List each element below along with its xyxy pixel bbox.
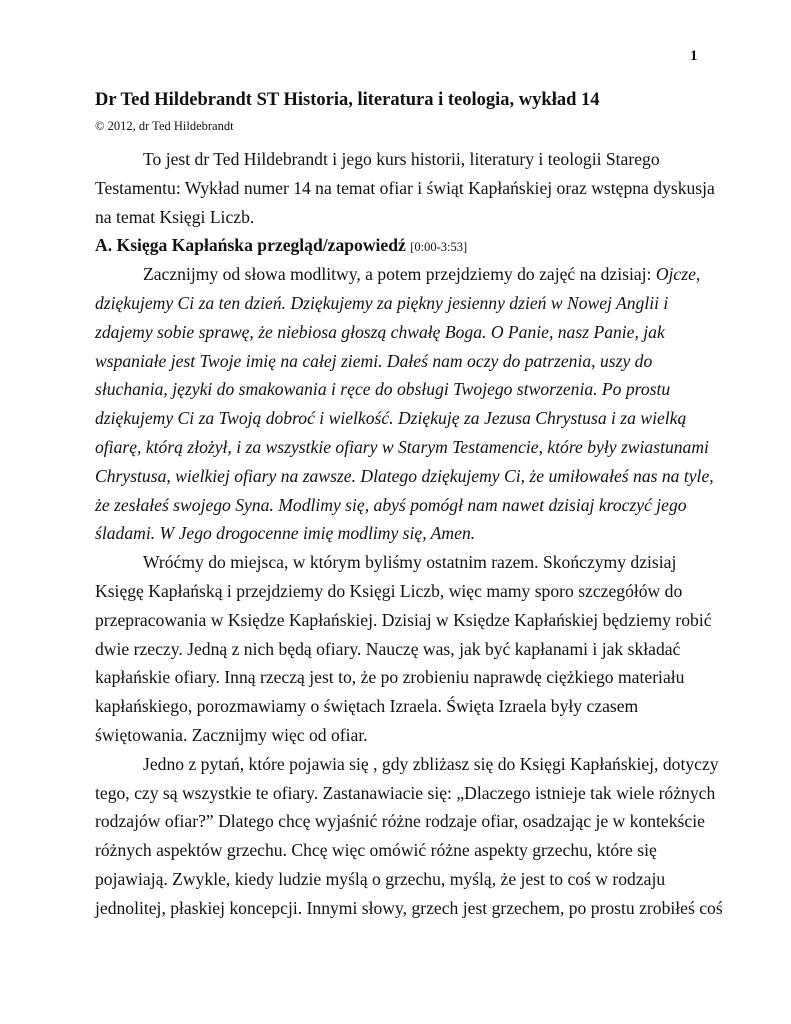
text-line <box>95 433 735 462</box>
text-segment: rodzajów ofiar?” Dlatego chcę wyjaśnić różne rodzaje ofiar, osadzając je w kontekście <box>95 811 705 832</box>
text-segment: kapłańskie ofiary. Inną rzeczą jest to, że po zrobieniu naprawdę ciężkiego materiału <box>95 667 685 688</box>
text-segment: A. Księga Kapłańska przegląd/zapowiedź <box>95 235 411 256</box>
text-segment: Ojcze, <box>655 264 701 285</box>
text-line <box>95 663 735 692</box>
text-line <box>95 260 735 289</box>
text-segment: tego, czy są wszystkie te ofiary. Zastanawiacie się: „Dlaczego istnieje tak wiele różnych <box>95 782 716 803</box>
text-segment: dwie rzeczy. Jedną z nich będą ofiary. Nauczę was, jak być kapłanami i jak składać <box>95 638 681 659</box>
text-line <box>95 404 735 433</box>
text-segment: świętowania. Zacznijmy więc od ofiar. <box>95 724 368 745</box>
text-line <box>95 692 735 721</box>
text-line <box>95 375 735 404</box>
text-line <box>95 779 735 808</box>
text-segment: Zacznijmy od słowa modlitwy, a potem przejdziemy do zajęć na dzisiaj: <box>143 264 656 285</box>
text-line <box>95 145 735 174</box>
text-segment: To jest dr Ted Hildebrandt i jego kurs historii, literatury i teologii Starego <box>143 149 660 169</box>
text-segment: Testamentu: Wykład numer 14 na temat ofiar i świąt Kapłańskiej oraz wstępna dyskusja <box>95 177 715 198</box>
text-segment: Jedno z pytań, które pojawia się , gdy zbliżasz się do Księgi Kapłańskiej, dotyczy <box>143 753 719 774</box>
text-line <box>95 577 735 606</box>
text-line <box>95 491 735 520</box>
text-segment: zdajemy sobie sprawę, że niebiosa głoszą chwałę Boga. O Panie, nasz Panie, jak <box>95 321 665 342</box>
text-line <box>95 318 735 347</box>
section-heading <box>95 231 735 260</box>
document-body <box>95 145 735 923</box>
text-segment: że zesłałeś swojego Syna. Modlimy się, abyś pomógł nam nawet dzisiaj kroczyć jego <box>95 494 687 515</box>
text-line <box>95 548 735 577</box>
text-line <box>95 462 735 491</box>
text-line <box>95 807 735 836</box>
text-segment: pojawiają. Zwykle, kiedy ludzie myślą o grzechu, myślą, że jest to coś w rodzaju <box>95 868 666 889</box>
text-segment: dziękujemy Ci za ten dzień. Dziękujemy za piękny jesienny dzień w Nowej Anglii i <box>95 292 669 313</box>
text-segment: różnych aspektów grzechu. Chcę więc omówić różne aspekty grzechu, które się <box>95 840 657 861</box>
text-segment: dziękujemy Ci za Twoją dobroć i wielkość. Dziękuję za Jezusa Chrystusa i za wielką <box>95 408 687 429</box>
text-segment: Wróćmy do miejsca, w którym byliśmy ostatnim razem. Skończymy dzisiaj <box>143 552 677 573</box>
text-line <box>95 836 735 865</box>
text-segment: Chrystusa, wielkiej ofiary na zawsze. Dlatego dziękujemy Ci, że umiłowałeś nas na tyle, <box>95 465 714 486</box>
text-segment: ofiarę, którą złożył, i za wszystkie ofiary w Starym Testamencie, które były zwiastunami <box>95 436 709 457</box>
timestamp: [0:00-3:53] <box>410 240 468 255</box>
text-segment: słuchania, języki do smakowania i ręce do obsługi Twojego stworzenia. Po prostu <box>95 379 671 400</box>
text-segment: przepracowania w Księdze Kapłańskiej. Dzisiaj w Księdze Kapłańskiej będziemy robić <box>95 609 712 630</box>
text-line <box>95 894 735 923</box>
text-line <box>95 289 735 318</box>
text-line <box>95 347 735 376</box>
text-line <box>95 519 735 548</box>
text-segment: Księgę Kapłańską i przejdziemy do Księgi Liczb, więc mamy sporo szczegółów do <box>95 580 683 601</box>
text-line <box>95 203 735 232</box>
text-line <box>95 721 735 750</box>
text-line <box>95 865 735 894</box>
document-title: Dr Ted Hildebrandt ST Historia, literatura i teologia, wykład 14 <box>95 90 600 110</box>
copyright-notice: © 2012, dr Ted Hildebrandt <box>95 119 234 133</box>
text-line <box>95 174 735 203</box>
text-line <box>95 750 735 779</box>
text-segment: kapłańskiego, porozmawiamy o świętach Izraela. Święta Izraela były czasem <box>95 696 639 717</box>
text-segment: śladami. W Jego drogocenne imię modlimy się, Amen. <box>95 523 476 544</box>
text-segment: na temat Księgi Liczb. <box>95 206 255 227</box>
page-number: 1 <box>690 48 698 64</box>
text-line <box>95 606 735 635</box>
text-segment: wspaniałe jest Twoje imię na całej ziemi. Dałeś nam oczy do patrzenia, uszy do <box>95 350 653 371</box>
text-line <box>95 635 735 664</box>
text-segment: jednolitej, płaskiej koncepcji. Innymi słowy, grzech jest grzechem, po prostu zrobiłeś coś <box>95 897 723 918</box>
